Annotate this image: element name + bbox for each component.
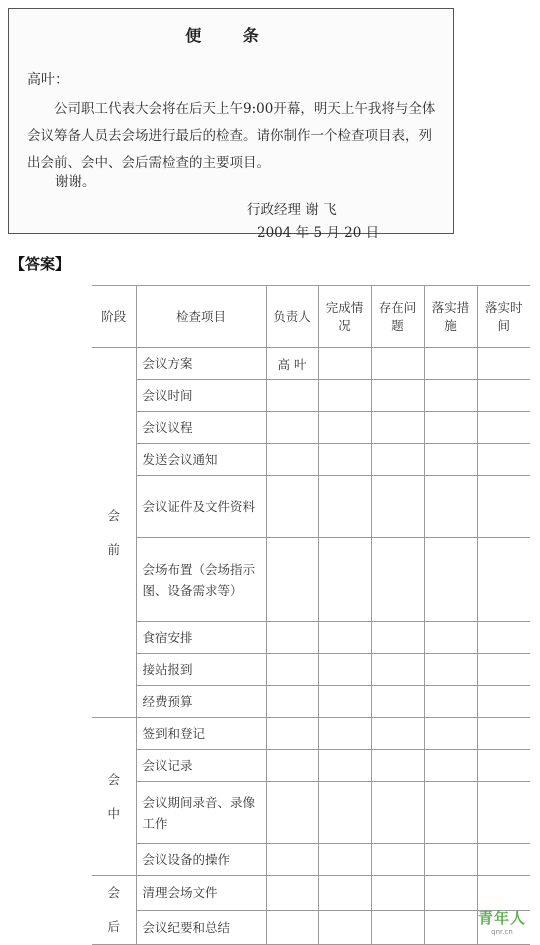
check-item-cell: 会议方案 (136, 348, 266, 380)
table-row (92, 538, 530, 622)
measures-cell (424, 782, 477, 844)
owner-cell (266, 380, 318, 412)
stage-cell (92, 876, 136, 945)
deadline-cell (477, 348, 530, 380)
memo-date: 2004 年 5 月 20 日 (257, 225, 380, 241)
table-row (92, 910, 530, 945)
stage-char: 前 (107, 541, 120, 557)
check-item-cell: 会议纪要和总结 (136, 910, 266, 945)
watermark-url: qnr.cn (491, 928, 513, 936)
measures-cell (424, 844, 477, 876)
table-row (92, 380, 530, 412)
status-cell (318, 348, 371, 380)
measures-cell (424, 622, 477, 654)
table-header-row (92, 286, 530, 348)
deadline-cell (477, 718, 530, 750)
header-stage: 阶段 (92, 286, 136, 348)
stage-cell (92, 718, 136, 876)
status-cell (318, 750, 371, 782)
deadline-cell (477, 876, 530, 911)
issues-cell (371, 622, 424, 654)
issues-cell (371, 718, 424, 750)
memo-signature: 行政经理 谢 飞 (247, 202, 337, 218)
owner-cell (266, 876, 318, 911)
stage-cell (92, 348, 136, 718)
issues-cell (371, 782, 424, 844)
owner-cell: 高 叶 (266, 348, 318, 380)
issues-cell (371, 444, 424, 476)
table-row (92, 476, 530, 538)
table-row (92, 622, 530, 654)
check-item-cell: 接站报到 (136, 654, 266, 686)
status-cell (318, 654, 371, 686)
memo-body: 公司职工代表大会将在后天上午9:00开幕，明天上午我将与全体会议筹备人员去会场进行最后的检查。请你制作一个检查项目表，列出会前、会中、会后需检查的主要项目。 (27, 101, 436, 171)
status-cell (318, 538, 371, 622)
stage-char: 会 (107, 507, 120, 523)
owner-cell (266, 654, 318, 686)
deadline-cell (477, 654, 530, 686)
owner-cell (266, 444, 318, 476)
table-row (92, 412, 530, 444)
deadline-cell (477, 444, 530, 476)
measures-cell (424, 538, 477, 622)
owner-cell (266, 622, 318, 654)
issues-cell (371, 348, 424, 380)
measures-cell (424, 444, 477, 476)
answer-label: 【答案】 (10, 255, 71, 273)
stage-char: 会 (107, 885, 120, 900)
stage-char: 会 (107, 771, 120, 787)
measures-cell (424, 348, 477, 380)
table-row (92, 444, 530, 476)
status-cell (318, 476, 371, 538)
deadline-cell (477, 412, 530, 444)
table-row (92, 750, 530, 782)
owner-cell (266, 412, 318, 444)
issues-cell (371, 538, 424, 622)
deadline-cell (477, 380, 530, 412)
header-owner: 负责人 (266, 286, 318, 348)
measures-cell (424, 654, 477, 686)
measures-cell (424, 718, 477, 750)
header-issues: 存在问题 (371, 286, 424, 348)
measures-cell (424, 686, 477, 718)
header-item: 检查项目 (136, 286, 266, 348)
deadline-cell (477, 750, 530, 782)
table-row (92, 782, 530, 844)
status-cell (318, 910, 371, 945)
owner-cell (266, 844, 318, 876)
measures-cell (424, 476, 477, 538)
table-row (92, 844, 530, 876)
issues-cell (371, 686, 424, 718)
check-item-cell: 食宿安排 (136, 622, 266, 654)
check-item-cell: 签到和登记 (136, 718, 266, 750)
issues-cell (371, 412, 424, 444)
issues-cell (371, 910, 424, 945)
status-cell (318, 844, 371, 876)
status-cell (318, 782, 371, 844)
issues-cell (371, 844, 424, 876)
status-cell (318, 686, 371, 718)
memo-title: 便 条 (185, 26, 277, 45)
status-cell (318, 444, 371, 476)
deadline-cell (477, 686, 530, 718)
status-cell (318, 380, 371, 412)
table-row (92, 654, 530, 686)
status-cell (318, 876, 371, 911)
deadline-cell (477, 782, 530, 844)
issues-cell (371, 380, 424, 412)
issues-cell (371, 750, 424, 782)
watermark-logo: 青年人 (477, 909, 526, 927)
measures-cell (424, 910, 477, 945)
owner-cell (266, 910, 318, 945)
stage-char: 中 (107, 805, 120, 821)
measures-cell (424, 750, 477, 782)
check-item-cell: 会议记录 (136, 750, 266, 782)
check-item-cell: 发送会议通知 (136, 444, 266, 476)
memo-recipient: 高叶： (27, 72, 69, 88)
owner-cell (266, 476, 318, 538)
check-item-cell: 会议证件及文件资料 (136, 476, 266, 538)
memo-thanks: 谢谢。 (55, 174, 96, 190)
deadline-cell (477, 622, 530, 654)
table-row (92, 718, 530, 750)
owner-cell (266, 718, 318, 750)
check-item-cell: 会议期间录音、录像工作 (136, 782, 266, 844)
deadline-cell (477, 844, 530, 876)
header-measures: 落实措施 (424, 286, 477, 348)
memo-box (8, 8, 454, 241)
header-status: 完成情况 (318, 286, 371, 348)
owner-cell (266, 686, 318, 718)
stage-char: 后 (107, 919, 120, 934)
table-body (92, 348, 530, 945)
measures-cell (424, 876, 477, 911)
check-item-cell: 清理会场文件 (136, 876, 266, 911)
deadline-cell (477, 476, 530, 538)
owner-cell (266, 750, 318, 782)
table-row (92, 686, 530, 718)
deadline-cell (477, 538, 530, 622)
status-cell (318, 412, 371, 444)
watermark (478, 907, 526, 936)
table-row (92, 348, 530, 380)
measures-cell (424, 380, 477, 412)
measures-cell (424, 412, 477, 444)
check-item-cell: 会议议程 (136, 412, 266, 444)
checklist-table (92, 285, 530, 945)
status-cell (318, 622, 371, 654)
check-item-cell: 会议设备的操作 (136, 844, 266, 876)
status-cell (318, 718, 371, 750)
issues-cell (371, 876, 424, 911)
header-deadline: 落实时间 (477, 286, 530, 348)
issues-cell (371, 476, 424, 538)
owner-cell (266, 538, 318, 622)
issues-cell (371, 654, 424, 686)
check-item-cell: 会场布置（会场指示图、设备需求等） (136, 538, 266, 622)
owner-cell (266, 782, 318, 844)
table-row (92, 876, 530, 911)
check-item-cell: 会议时间 (136, 380, 266, 412)
check-item-cell: 经费预算 (136, 686, 266, 718)
